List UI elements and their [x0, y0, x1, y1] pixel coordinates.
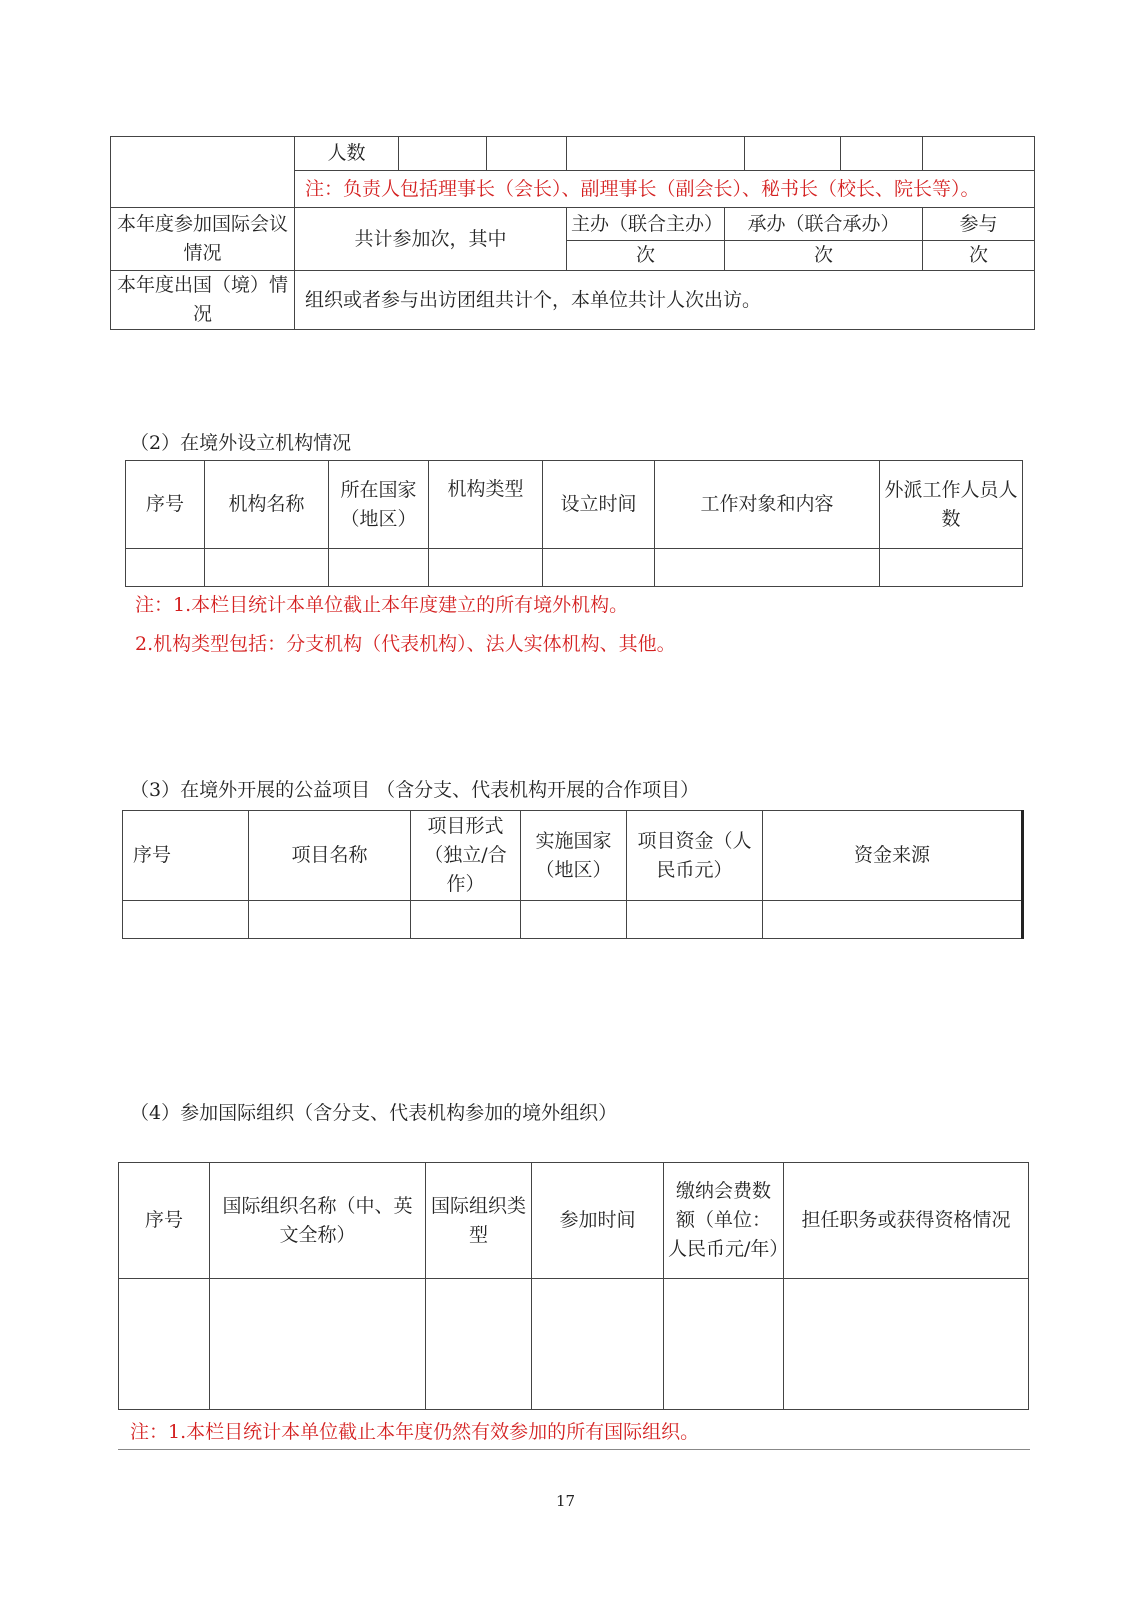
international-activity-table [110, 136, 1035, 330]
overseas-institutions-table [125, 460, 1023, 587]
meetings-total: 共计参加次，其中 [295, 208, 567, 271]
data-cell[interactable] [329, 549, 429, 587]
count-cell[interactable] [841, 137, 923, 171]
data-cell[interactable] [784, 1279, 1029, 1410]
data-cell[interactable] [763, 901, 1023, 939]
data-cell[interactable] [880, 549, 1023, 587]
section4-note: 注：1.本栏目统计本单位截止本年度仍然有效参加的所有国际组织。 [130, 1421, 700, 1443]
data-cell[interactable] [655, 549, 880, 587]
travel-text: 组织或者参与出访团组共计个，本单位共计人次出访。 [295, 271, 1035, 330]
co-host-label: 承办（联合承办） [725, 208, 923, 241]
section3-heading: （3）在境外开展的公益项目 （含分支、代表机构开展的合作项目） [130, 779, 700, 801]
overseas-projects-table [122, 810, 1024, 939]
header-country: 实施国家（地区） [521, 811, 627, 901]
page-number: 17 [555, 1492, 576, 1510]
travel-label: 本年度出国（境）情况 [111, 271, 295, 330]
data-cell[interactable] [532, 1279, 664, 1410]
header-country: 所在国家（地区） [329, 461, 429, 549]
data-cell[interactable] [429, 549, 543, 587]
header-staff: 外派工作人员人数 [880, 461, 1023, 549]
header-funds: 项目资金（人民币元） [627, 811, 763, 901]
meetings-label: 本年度参加国际会议情况 [111, 208, 295, 271]
header-type: 机构类型 [429, 461, 543, 549]
co-host-times[interactable]: 次 [725, 241, 923, 271]
count-cell[interactable] [567, 137, 745, 171]
header-project-form: 项目形式（独立/合作） [411, 811, 521, 901]
footer-rule [118, 1449, 1030, 1450]
header-org-name: 国际组织名称（中、英文全称） [210, 1163, 426, 1279]
data-cell[interactable] [249, 901, 411, 939]
section2-note2: 2.机构类型包括：分支机构（代表机构）、法人实体机构、其他。 [135, 633, 676, 655]
header-index: 序号 [123, 811, 249, 901]
header-fees: 缴纳会费数额（单位：人民币元/年） [664, 1163, 784, 1279]
count-cell[interactable] [399, 137, 487, 171]
host-label: 主办（联合主办） [567, 208, 725, 241]
header-join-time: 参加时间 [532, 1163, 664, 1279]
header-index: 序号 [119, 1163, 210, 1279]
section4-heading: （4）参加国际组织（含分支、代表机构参加的境外组织） [130, 1102, 618, 1124]
data-cell[interactable] [521, 901, 627, 939]
header-name: 机构名称 [205, 461, 329, 549]
header-org-type: 国际组织类型 [426, 1163, 532, 1279]
leader-note: 注：负责人包括理事长（会长）、副理事长（副会长）、秘书长（校长、院长等）。 [295, 171, 1035, 208]
header-position: 担任职务或获得资格情况 [784, 1163, 1029, 1279]
section2-note1: 注：1.本栏目统计本单位截止本年度建立的所有境外机构。 [135, 594, 629, 616]
header-index: 序号 [126, 461, 205, 549]
data-cell[interactable] [411, 901, 521, 939]
empty-label-cell [111, 137, 295, 208]
data-cell[interactable] [664, 1279, 784, 1410]
header-fund-source: 资金来源 [763, 811, 1023, 901]
header-established: 设立时间 [543, 461, 655, 549]
count-cell[interactable] [487, 137, 567, 171]
data-cell[interactable] [205, 549, 329, 587]
count-label: 人数 [295, 137, 399, 171]
data-cell[interactable] [543, 549, 655, 587]
count-cell[interactable] [923, 137, 1035, 171]
host-times[interactable]: 次 [567, 241, 725, 271]
participate-label: 参与 [923, 208, 1035, 241]
header-project-name: 项目名称 [249, 811, 411, 901]
data-cell[interactable] [126, 549, 205, 587]
data-cell[interactable] [426, 1279, 532, 1410]
participate-times[interactable]: 次 [923, 241, 1035, 271]
data-cell[interactable] [627, 901, 763, 939]
data-cell[interactable] [210, 1279, 426, 1410]
section2-heading: （2）在境外设立机构情况 [130, 432, 352, 454]
data-cell[interactable] [119, 1279, 210, 1410]
count-cell[interactable] [745, 137, 841, 171]
data-cell[interactable] [123, 901, 249, 939]
header-work: 工作对象和内容 [655, 461, 880, 549]
international-organizations-table [118, 1162, 1029, 1410]
